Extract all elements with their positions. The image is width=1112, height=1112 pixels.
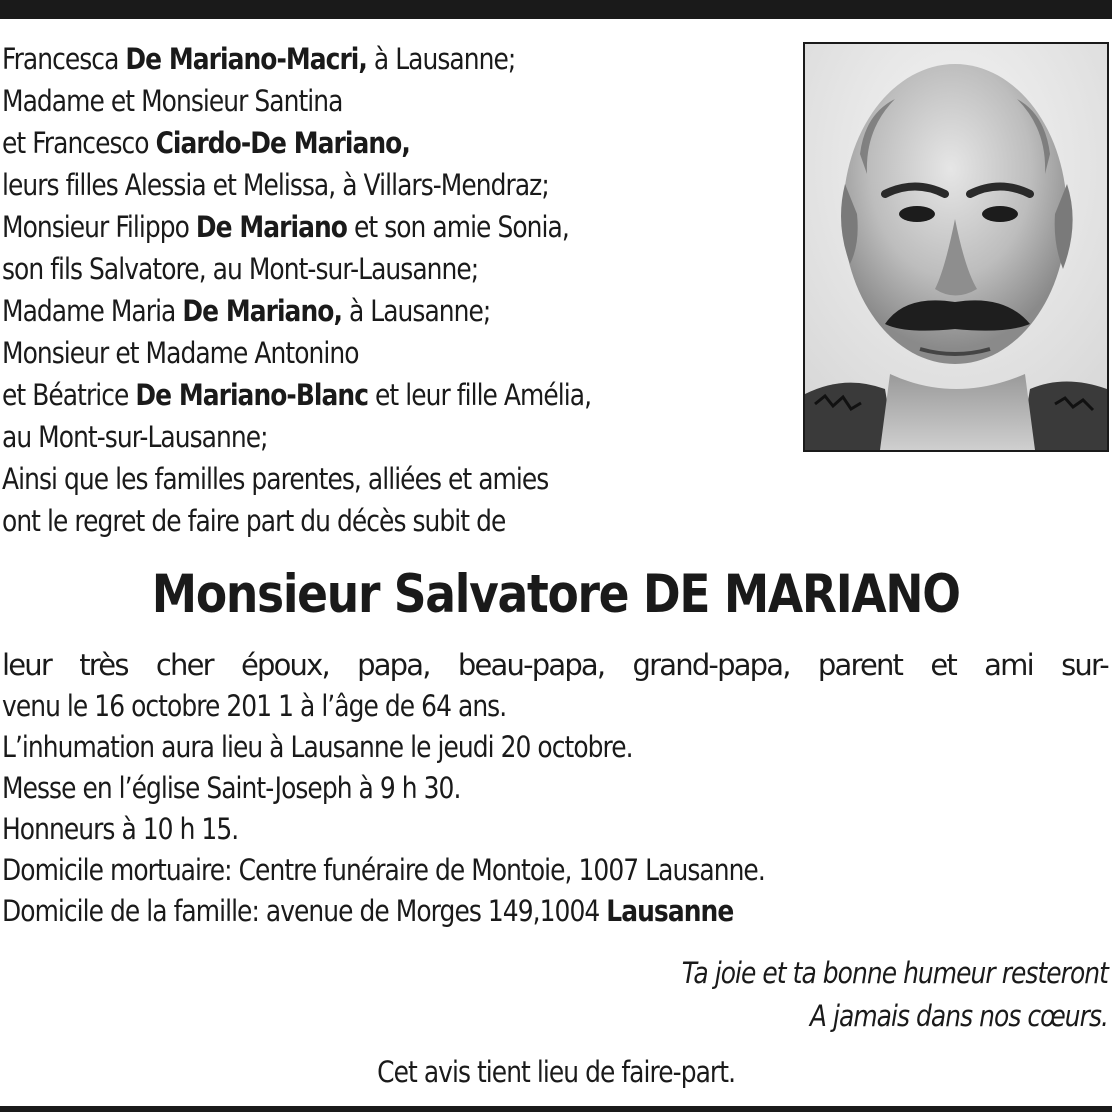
family-line: Monsieur Filippo De Mariano et son amie Sonia, xyxy=(2,210,569,244)
details-list xyxy=(2,645,1108,932)
details-line: L’inhumation aura lieu à Lausanne le jeudi 20 octobre. xyxy=(2,730,633,764)
family-line: son fils Salvatore, au Mont-sur-Lausanne; xyxy=(2,252,479,286)
family-line: leurs filles Alessia et Melissa, à Villars-Mendraz; xyxy=(2,168,549,202)
family-line: Monsieur et Madame Antonino xyxy=(2,336,359,370)
top-rule xyxy=(0,0,1112,19)
family-line: et Francesco Ciardo-De Mariano, xyxy=(2,126,410,160)
portrait-illustration xyxy=(805,44,1107,450)
family-list xyxy=(2,38,792,542)
family-line: ont le regret de faire part du décès subit de xyxy=(2,504,506,538)
family-line: Francesca De Mariano-Macri, à Lausanne; xyxy=(2,42,516,76)
quote-line: Ta joie et ta bonne humeur resteront xyxy=(681,956,1108,990)
details-line: Messe en l’église Saint-Joseph à 9 h 30. xyxy=(2,771,461,805)
details-line: Honneurs à 10 h 15. xyxy=(2,812,239,846)
details-line: leur très cher époux, papa, beau-papa, grand-papa, parent et ami sur- xyxy=(2,648,1108,682)
family-line: Madame Maria De Mariano, à Lausanne; xyxy=(2,294,491,328)
family-line: Madame et Monsieur Santina xyxy=(2,84,343,118)
footer-note: Cet avis tient lieu de faire-part. xyxy=(377,1055,735,1089)
deceased-name: Monsieur Salvatore DE MARIANO xyxy=(152,564,960,625)
family-line: au Mont-sur-Lausanne; xyxy=(2,420,268,454)
details-line: Domicile de la famille: avenue de Morges 149,1004 Lausanne xyxy=(2,894,734,928)
family-line: et Béatrice De Mariano-Blanc et leur fille Amélia, xyxy=(2,378,592,412)
details-line: Domicile mortuaire: Centre funéraire de Montoie, 1007 Lausanne. xyxy=(2,853,765,887)
memorial-quote xyxy=(408,952,1108,1038)
portrait-photo xyxy=(803,42,1109,452)
details-line: venu le 16 octobre 201 1 à l’âge de 64 ans. xyxy=(2,689,507,723)
bottom-rule xyxy=(0,1106,1112,1112)
quote-line: A jamais dans nos cœurs. xyxy=(809,999,1108,1033)
family-line: Ainsi que les familles parentes, alliées et amies xyxy=(2,462,549,496)
